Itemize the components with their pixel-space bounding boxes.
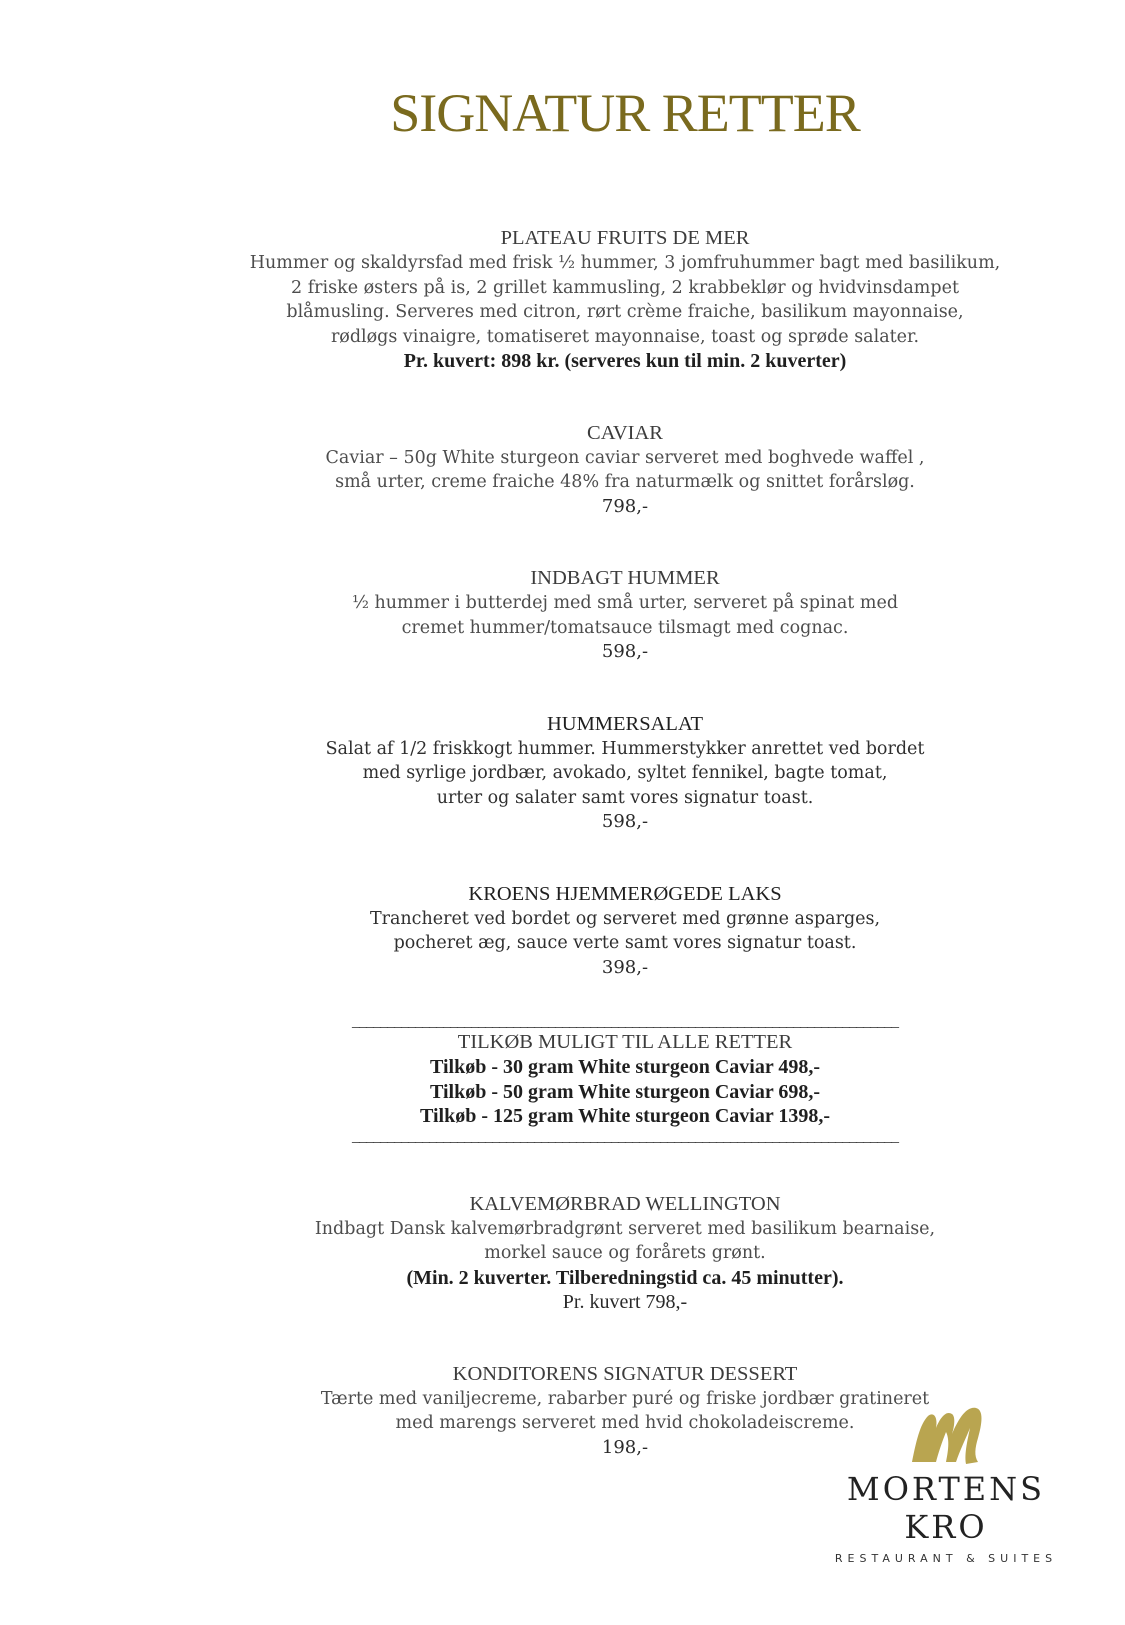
dish-price: 198,-: [601, 1436, 649, 1458]
restaurant-logo: [811, 1402, 1081, 1565]
dish-wellington: [0, 1192, 1125, 1315]
divider-bottom: ______________________________________________________________________________: [352, 1128, 898, 1145]
dish-description-line: Caviar – 50g White sturgeon caviar serveret med boghvede waffel ,: [325, 447, 925, 468]
dish-name: PLATEAU FRUITS DE MER: [500, 227, 750, 249]
dish-name: HUMMERSALAT: [546, 712, 704, 735]
dish-name: KROENS HJEMMERØGEDE LAKS: [468, 882, 782, 905]
upsell-item: Tilkøb - 50 gram White sturgeon Caviar 698,-: [429, 1080, 820, 1103]
dish-price: 798,-: [601, 495, 649, 517]
dish-price: 398,-: [601, 956, 649, 978]
dish-name: CAVIAR: [587, 421, 663, 444]
menu-list: [0, 226, 1125, 1460]
dish-hummersalat: [0, 712, 1125, 835]
dish-description-line: pocheret æg, sauce verte samt vores signatur toast.: [393, 933, 857, 953]
upsell-heading: TILKØB MULIGT TIL ALLE RETTER: [457, 1031, 793, 1053]
dish-plateau: [0, 226, 1125, 374]
logo-m-mark-icon: [906, 1402, 986, 1468]
dish-name: INDBAGT HUMMER: [530, 567, 720, 589]
upsell-item: Tilkøb - 125 gram White sturgeon Caviar 1398,-: [419, 1105, 830, 1127]
dish-description-line: ½ hummer i butterdej med små urter, serveret på spinat med: [351, 593, 899, 613]
dish-indbagt-hummer: [0, 566, 1125, 665]
dish-description-line: Salat af 1/2 friskkogt hummer. Hummerstykker anrettet ved bordet: [325, 738, 925, 759]
dish-price: 598,-: [601, 811, 649, 832]
dish-description-line: små urter, creme fraiche 48% fra naturmælk og snittet forårsløg.: [335, 472, 915, 492]
dish-name: KALVEMØRBRAD WELLINGTON: [469, 1192, 781, 1215]
dish-description-line: Trancheret ved bordet og serveret med grønne asparges,: [369, 908, 881, 929]
logo-subtitle: RESTAURANT & SUITES: [834, 1552, 1058, 1565]
dish-description-line: Tærte med vaniljecreme, rabarber puré og friske jordbær gratineret: [320, 1388, 930, 1409]
dish-price: Pr. kuvert 798,-: [562, 1291, 688, 1313]
divider-top: ______________________________________________________________________________: [352, 1014, 898, 1030]
dish-laks: [0, 882, 1125, 981]
dish-name: KONDITORENS SIGNATUR DESSERT: [452, 1362, 798, 1385]
upsell-item: Tilkøb - 30 gram White sturgeon Caviar 498,-: [429, 1056, 820, 1078]
dish-description-line: med syrlige jordbær, avokado, syltet fennikel, bagte tomat,: [362, 763, 888, 783]
logo-name: MORTENS KRO: [846, 1470, 1046, 1546]
dish-description-line: morkel sauce og forårets grønt.: [484, 1243, 766, 1263]
dish-description-line: 2 friske østers på is, 2 grillet kammusling, 2 krabbeklør og hvidvinsdampet: [291, 277, 959, 298]
dish-price: Pr. kuvert: 898 kr. (serveres kun til min. 2 kuverter): [403, 350, 847, 372]
page-title: SIGNATUR RETTER: [390, 83, 860, 143]
dish-price: 598,-: [601, 641, 649, 662]
dish-description-line: rødløgs vinaigre, tomatiseret mayonnaise, toast og sprøde salater.: [330, 326, 920, 347]
dish-description-line: med marengs serveret med hvid chokoladeiscreme.: [395, 1413, 855, 1433]
dish-description-line: Indbagt Dansk kalvemørbradgrønt serveret med basilikum bearnaise,: [314, 1218, 936, 1239]
dish-description-line: cremet hummer/tomatsauce tilsmagt med cognac.: [401, 617, 849, 638]
dish-note: (Min. 2 kuverter. Tilberedningstid ca. 45 minutter).: [406, 1266, 844, 1289]
upsell-section: [0, 1030, 1125, 1129]
dish-description-line: Hummer og skaldyrsfad med frisk ½ hummer, 3 jomfruhummer bagt med basilikum,: [249, 253, 1001, 273]
dish-description-line: blåmusling. Serveres med citron, rørt crème fraiche, basilikum mayonnaise,: [286, 302, 964, 322]
dish-caviar: [0, 421, 1125, 520]
dish-description-line: urter og salater samt vores signatur toast.: [436, 787, 814, 808]
